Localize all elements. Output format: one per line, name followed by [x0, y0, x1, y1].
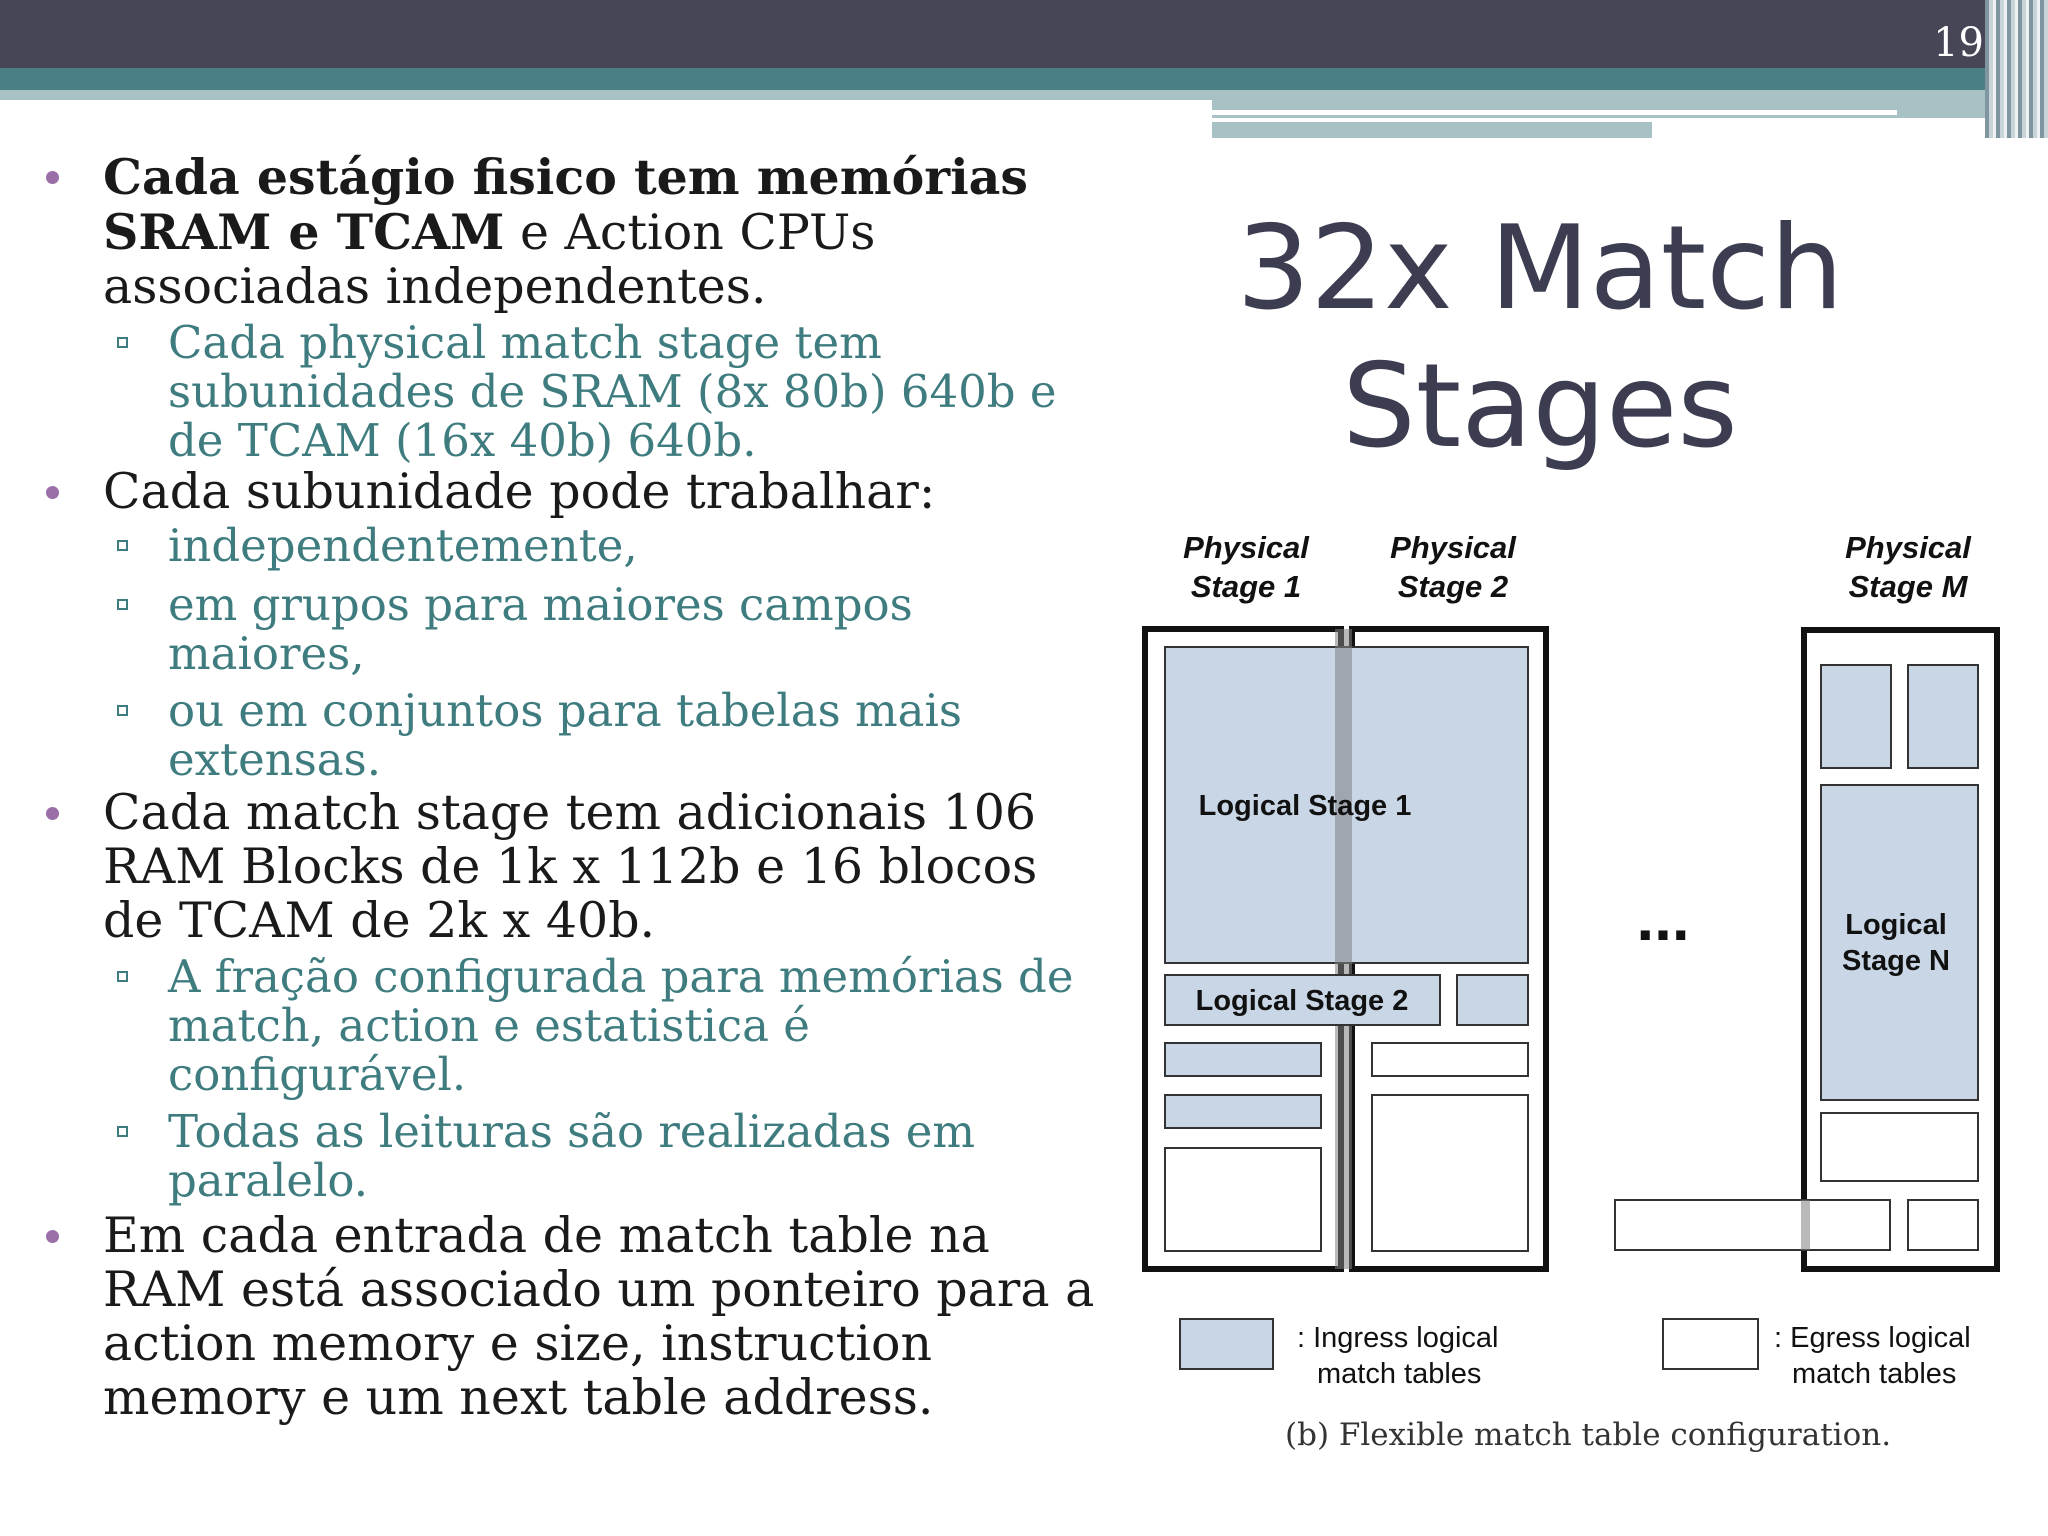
match-table-diagram — [1140, 530, 2020, 1470]
legend-ingress-line1: : Ingress logical — [1297, 1322, 1499, 1354]
ellipsis: ... — [1636, 882, 1690, 954]
bullet-list — [40, 150, 1100, 1425]
logical-stage-1-label: Logical Stage 1 — [1198, 790, 1412, 822]
legend-egress-swatch — [1663, 1319, 1758, 1369]
stage-header-2-line1: Physical — [1390, 530, 1516, 565]
stage-boundary-overlap — [1335, 629, 1352, 1269]
stage-header-1-line1: Physical — [1183, 530, 1309, 565]
sub-bullet-square — [117, 337, 128, 348]
bullet-dot — [46, 171, 59, 184]
legend-egress-line1: : Egress logical — [1774, 1322, 1971, 1354]
egress-table-block — [1372, 1095, 1528, 1251]
stage-boundary-overlap — [1801, 1200, 1810, 1250]
stage-header-2-line2: Stage 2 — [1397, 569, 1509, 604]
egress-table-block — [1165, 1148, 1321, 1251]
legend-egress-line2: match tables — [1792, 1358, 1957, 1390]
egress-table-block — [1821, 1113, 1978, 1181]
legend-ingress-swatch — [1180, 1319, 1273, 1369]
legend-ingress-line2: match tables — [1317, 1358, 1482, 1390]
sub-bullet-square — [117, 1126, 128, 1137]
header-light-band-lower — [1212, 122, 1652, 138]
ingress-table-block — [1821, 665, 1891, 768]
bullet-text: Cada match stage tem adicionais 106 RAM Blocks de 1k x 112b e 16 blocos de TCAM de 2k x 40b. — [103, 784, 1038, 949]
diagram-caption: (b) Flexible match table configuration. — [1285, 1417, 1892, 1453]
egress-table-block — [1615, 1200, 1890, 1250]
bullet-bold-text: Cada estágio fisico tem memórias SRAM e TCAM — [103, 148, 1029, 261]
bullet-dot — [46, 486, 59, 499]
ingress-table-block — [1165, 1095, 1321, 1128]
ingress-table-block — [1165, 1043, 1321, 1076]
title-line: 32x Match — [1236, 201, 1844, 336]
sub-bullet-item — [40, 580, 1100, 678]
bullet-dot — [46, 807, 59, 820]
sub-bullet-item — [40, 318, 1100, 465]
sub-bullet-square — [117, 705, 128, 716]
sub-bullet-item — [40, 952, 1100, 1099]
sub-bullet-item — [40, 521, 1100, 570]
sub-bullet-text: A fração configurada para memórias de match, action e estatistica é configurável. — [168, 950, 1074, 1101]
sub-bullet-square — [117, 540, 128, 551]
header-bar — [0, 0, 2048, 68]
slide-number: 19 — [1933, 20, 1984, 66]
bullet-dot — [46, 1230, 59, 1243]
sub-bullet-square — [117, 599, 128, 610]
header-light-band — [0, 90, 1212, 100]
egress-table-block — [1372, 1043, 1528, 1076]
bullet-text: Cada subunidade pode trabalhar: — [103, 463, 936, 520]
bullet-text: e Action CPUs associadas independentes. — [103, 204, 876, 315]
sub-bullet-square — [117, 971, 128, 982]
logical-stage-n-label-line2: Stage N — [1842, 945, 1950, 977]
logical-stage-2-label: Logical Stage 2 — [1195, 985, 1409, 1017]
sub-bullet-text: Cada physical match stage tem subunidades de SRAM (8x 80b) 640b e de TCAM (16x 40b) 640b. — [168, 316, 1057, 467]
bullet-item — [40, 786, 1100, 948]
diagram-svg — [1140, 530, 2020, 1470]
bullet-item — [40, 465, 1100, 519]
bullet-text: Em cada entrada de match table na RAM está associado um ponteiro para a action memory e size, instruction memory e um next table address. — [103, 1207, 1095, 1426]
ingress-table-block — [1908, 665, 1978, 768]
egress-table-block — [1908, 1200, 1978, 1250]
stage-header-m-line2: Stage M — [1848, 569, 1968, 604]
header-accent-band — [0, 68, 1990, 90]
sub-bullet-text: em grupos para maiores campos maiores, — [168, 578, 913, 680]
sub-bullet-text: Todas as leituras são realizadas em paralelo. — [168, 1105, 976, 1207]
header-divider-line — [1212, 110, 1897, 115]
ingress-table-block — [1457, 975, 1528, 1025]
title-line: Stages — [1342, 339, 1738, 474]
stage-header-m-line1: Physical — [1845, 530, 1971, 565]
sub-bullet-text: independentemente, — [168, 519, 638, 572]
bullet-item — [40, 1209, 1100, 1425]
slide-title — [1200, 200, 1880, 476]
sub-bullet-item — [40, 1107, 1100, 1205]
bullet-item — [40, 150, 1100, 314]
stage-header-1-line2: Stage 1 — [1190, 569, 1302, 604]
header-stripes — [1985, 0, 2048, 138]
sub-bullet-text: ou em conjuntos para tabelas mais extensas. — [168, 684, 962, 786]
sub-bullet-item — [40, 686, 1100, 784]
logical-stage-n-block — [1821, 785, 1978, 1100]
logical-stage-n-label-line1: Logical — [1845, 909, 1947, 941]
